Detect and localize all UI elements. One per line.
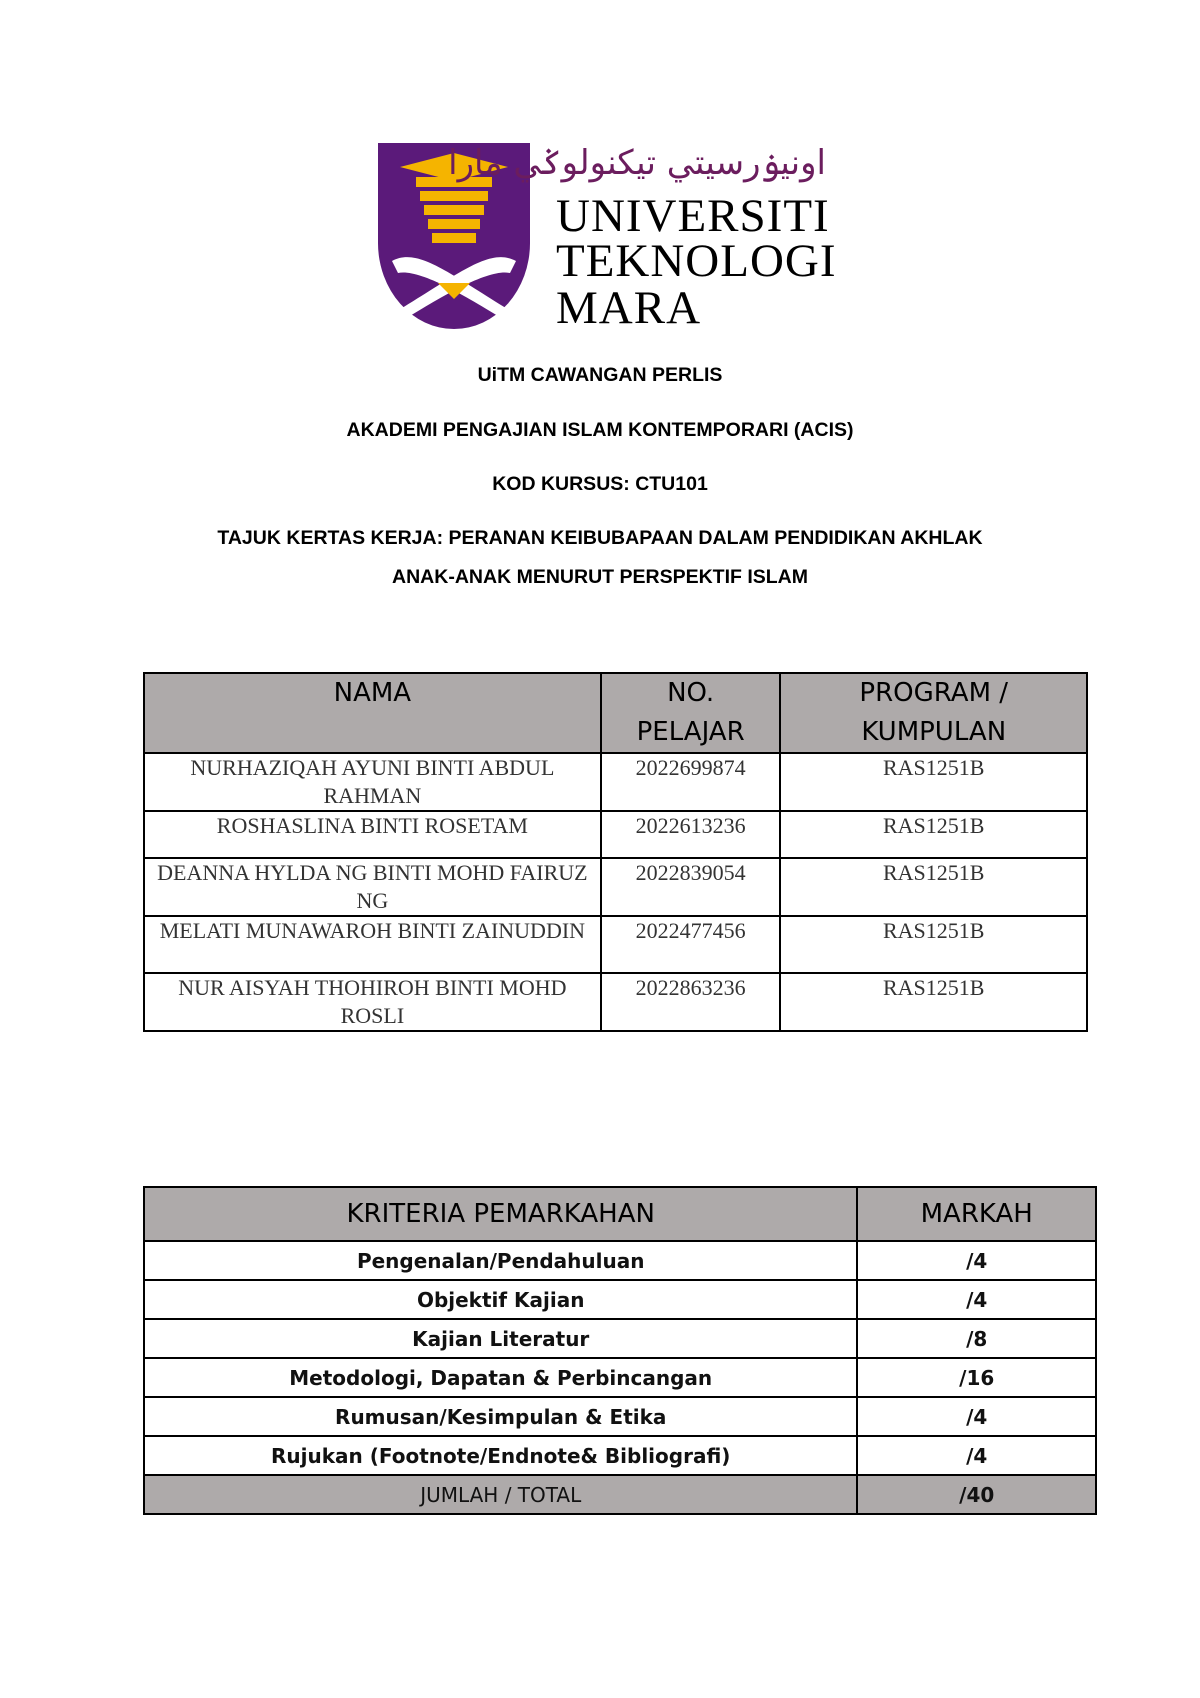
campus-heading: UiTM CAWANGAN PERLIS [477,364,723,386]
student-group: RAS1251B [780,916,1087,973]
table-row [144,753,1087,811]
table-row [144,916,1087,973]
criteria-mark: /4 [857,1280,1096,1319]
total-mark: /40 [857,1475,1096,1514]
student-name: DEANNA HYLDA NG BINTI MOHD FAIRUZ NG [144,858,601,916]
criteria-label: Rumusan/Kesimpulan & Etika [144,1397,857,1436]
logo-word-mara: MARA [556,282,702,334]
table-row [144,1319,1096,1358]
total-row [144,1475,1096,1514]
table-row [144,811,1087,858]
academy-heading: AKADEMI PENGAJIAN ISLAM KONTEMPORARI (ACIS) [346,419,854,441]
table-row [144,1436,1096,1475]
criteria-mark: /4 [857,1397,1096,1436]
header-markah: MARKAH [857,1187,1096,1241]
logo-word-universiti: UNIVERSITI [556,190,830,242]
criteria-label: Pengenalan/Pendahuluan [144,1241,857,1280]
table-row [144,1358,1096,1397]
student-group: RAS1251B [780,858,1087,916]
criteria-label: Objektif Kajian [144,1280,857,1319]
student-id: 2022613236 [601,811,781,858]
criteria-mark: /4 [857,1436,1096,1475]
criteria-mark: /16 [857,1358,1096,1397]
marks-table [143,1186,1097,1515]
title-line-2: ANAK-ANAK MENURUT PERSPEKTIF ISLAM [392,566,808,588]
table-row [144,1280,1096,1319]
student-group: RAS1251B [780,811,1087,858]
total-label: JUMLAH / TOTAL [144,1475,857,1514]
student-id: 2022699874 [601,753,781,811]
title-line-1: TAJUK KERTAS KERJA: PERANAN KEIBUBAPAAN DALAM PENDIDIKAN AKHLAK [217,527,983,549]
table-row [144,858,1087,916]
logo-arabic-text: اونيۏرسيتي تيکنولوݢي مارا [448,143,826,183]
student-name: NUR AISYAH THOHIROH BINTI MOHD ROSLI [144,973,601,1031]
criteria-label: Metodologi, Dapatan & Perbincangan [144,1358,857,1397]
student-group: RAS1251B [780,753,1087,811]
student-id: 2022839054 [601,858,781,916]
criteria-mark: /8 [857,1319,1096,1358]
header-nama: NAMA [144,673,601,753]
course-code-heading: KOD KURSUS: CTU101 [492,473,708,495]
student-name: NURHAZIQAH AYUNI BINTI ABDUL RAHMAN [144,753,601,811]
table-row [144,1241,1096,1280]
marks-header-row [144,1187,1096,1241]
header-no-pelajar: NO. PELAJAR [601,673,781,753]
table-row [144,1397,1096,1436]
student-id: 2022477456 [601,916,781,973]
student-name: MELATI MUNAWAROH BINTI ZAINUDDIN [144,916,601,973]
student-id: 2022863236 [601,973,781,1031]
criteria-label: Rujukan (Footnote/Endnote& Bibliografi) [144,1436,857,1475]
header-kriteria: KRITERIA PEMARKAHAN [144,1187,857,1241]
student-name: ROSHASLINA BINTI ROSETAM [144,811,601,858]
student-group: RAS1251B [780,973,1087,1031]
logo-word-teknologi: TEKNOLOGI [556,235,837,287]
students-header-row [144,673,1087,753]
table-row [144,973,1087,1031]
uitm-logo [378,143,837,334]
criteria-label: Kajian Literatur [144,1319,857,1358]
criteria-mark: /4 [857,1241,1096,1280]
header-program-kumpulan: PROGRAM / KUMPULAN [780,673,1087,753]
students-table [143,672,1088,1032]
